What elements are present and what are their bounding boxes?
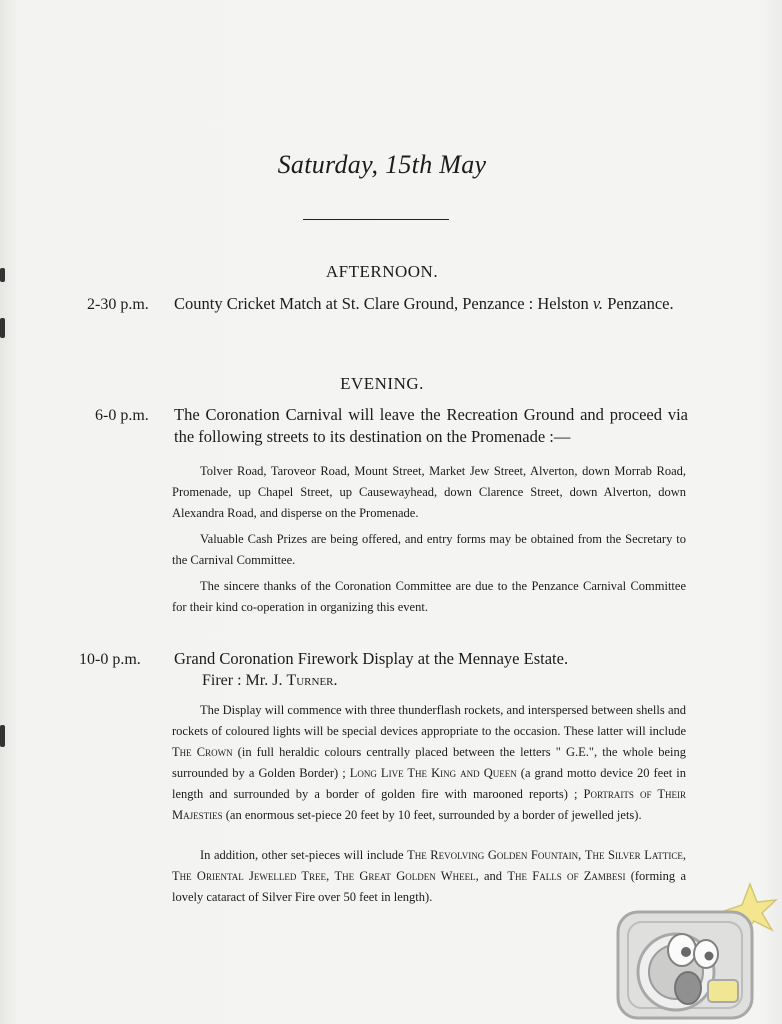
camera-mascot-watermark-icon xyxy=(612,880,782,1024)
fireworks-text: , xyxy=(682,848,686,862)
device-name: Long Live The King and Queen xyxy=(349,766,517,780)
set-piece-name: The Oriental Jewelled Tree xyxy=(172,869,327,883)
event-time: 6-0 p.m. xyxy=(95,407,149,424)
fireworks-text: The Display will commence with three thunderflash rockets, and interspersed between shells and rockets of coloured lights will be special devices appropriate to the occasion. These latter will include xyxy=(172,703,686,738)
event-text: Penzance. xyxy=(603,294,674,313)
firer-label: Firer : Mr. J. xyxy=(202,672,287,689)
fireworks-text: (an enormous set-piece 20 feet by 10 feet, surrounded by a border of jewelled jets). xyxy=(222,808,642,822)
device-name: Portraits of Their Majesties xyxy=(172,787,686,822)
binding-mark xyxy=(0,318,5,338)
set-pieces-paragraph xyxy=(172,845,686,908)
event-time: 2-30 p.m. xyxy=(87,296,149,313)
event-description xyxy=(174,293,688,315)
title-divider xyxy=(303,219,449,220)
carnival-route-paragraph: Tolver Road, Taroveor Road, Mount Street, Market Jew Street, Alverton, down Morrab Road, Promenade, up Chapel Street, up Causewayhead, down Clarence Street, down Alverton, down Alexandra Road, and disperse on the Promenade. xyxy=(172,464,686,520)
evening-heading: EVENING. xyxy=(340,374,424,393)
set-piece-name: The Silver Lattice xyxy=(584,848,683,862)
firer-name: Turner. xyxy=(286,672,338,689)
event-time: 10-0 p.m. xyxy=(79,651,141,668)
event-text-italic: v. xyxy=(592,294,604,313)
fireworks-text: (forming a lovely cataract of Silver Fire over 50 feet in length). xyxy=(172,869,686,904)
event-description: The Coronation Carnival will leave the Recreation Ground and proceed via the following streets to its destination on the Promenade :— xyxy=(174,405,688,446)
fireworks-text: (in full heraldic colours centrally placed between the letters " G.E.", the whole being surrounded by a Golden Border) ; xyxy=(172,745,686,780)
afternoon-heading: AFTERNOON. xyxy=(325,262,439,281)
fireworks-text: In addition, other set-pieces will include xyxy=(200,848,408,862)
event-description: Grand Coronation Firework Display at the Mennaye Estate. xyxy=(174,649,569,668)
event-text: County Cricket Match at St. Clare Ground, Penzance : Helston xyxy=(174,294,593,313)
fireworks-text: , xyxy=(578,848,585,862)
binding-mark xyxy=(0,725,5,747)
carnival-thanks-paragraph: The sincere thanks of the Coronation Committee are due to the Penzance Carnival Committee for their kind co-operation in organizing this event. xyxy=(172,579,686,614)
set-piece-name: The Falls of Zambesi xyxy=(507,869,626,883)
device-name: The Crown xyxy=(172,745,233,759)
set-piece-name: The Revolving Golden Fountain xyxy=(407,848,579,862)
set-piece-name: The Great Golden Wheel xyxy=(334,869,476,883)
fireworks-text: , and xyxy=(475,869,508,883)
fireworks-text: , xyxy=(326,869,335,883)
fireworks-text: (a grand motto device 20 feet in length and surrounded by a border of golden fire with marooned reports) ; xyxy=(172,766,687,801)
carnival-prizes-paragraph: Valuable Cash Prizes are being offered, and entry forms may be obtained from the Secretary to the Carnival Committee. xyxy=(172,532,686,567)
page-title: Saturday, 15th May xyxy=(277,150,487,179)
firer-credit xyxy=(202,672,338,690)
fireworks-paragraph xyxy=(172,700,686,826)
